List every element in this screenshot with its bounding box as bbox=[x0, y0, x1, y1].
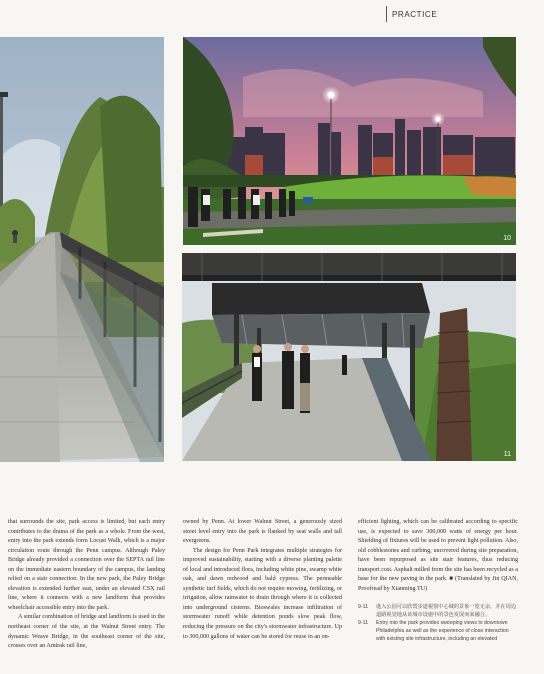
body-column-3 bbox=[358, 518, 518, 594]
caption-number: 9-11 bbox=[358, 604, 368, 610]
photo-walkway bbox=[0, 37, 164, 462]
paragraph: owned by Penn. At lower Walnut Street, a generously sized street level entry into the park is flanked by seat walls and tall evergreens. bbox=[183, 519, 342, 545]
photo-captions bbox=[358, 603, 518, 643]
photo-number: 11 bbox=[503, 451, 511, 458]
canopy-bridge-illustration bbox=[182, 253, 516, 461]
photo-sunset-field bbox=[183, 37, 516, 245]
caption-row-english bbox=[358, 619, 518, 643]
caption-row-chinese bbox=[358, 603, 518, 619]
paragraph: A similar combination of bridge and landform is used in the northeast corner of the site, at the Walnut Street entry. The dynamic Weave Bridge, in the southeast corner of the site, crosses over an Amtrak rail line, bbox=[8, 614, 165, 650]
sunset-field-illustration bbox=[183, 37, 516, 245]
caption-text: Entry into the park provides sweeping views to downtown Philadelphia as well as the experience of close interaction with existing site infrastructure, including an elevated bbox=[376, 620, 509, 642]
paragraph: The design for Penn Park integrates multiple strategies for improved sustainability, starting with a diverse planting palette of local and introduced flora, including white pine, swamp white oak, and dawn redwood and bald cypress. The permeable synthetic turf fields, which do not require mowing, fertilizing, or irrigation, allow rainwater to drain through where it is collected into underground cisterns. Bioswales increase infiltration of stormwater runoff while detention ponds slow peak flow, reducing the pressure on the city's stormwater infrastructure. Up to 300,000 gallons of water can be stored for reuse in an on- bbox=[183, 547, 342, 640]
walkway-illustration bbox=[0, 37, 164, 462]
caption-text: 進入公园可以欣賞步道視窗中心城的景象一览无余，并在周边道路视觉地从该城市设施中的景色发展而来融合。 bbox=[376, 604, 517, 618]
body-column-1 bbox=[8, 518, 165, 652]
body-column-2 bbox=[183, 518, 342, 642]
caption-number: 9-11 bbox=[358, 620, 368, 626]
section-label: PRACTICE bbox=[392, 10, 438, 19]
page-header bbox=[0, 0, 544, 30]
paragraph: efficient lighting, which can be calibrated according to specific use, is expected to save 300,000 watts of energy per hour. Shielding of fixtures will be used to prevent light pollution. Also, old cobblestones and curbing, uncovered during site preparation, have been repurposed as site stair features, thus reducing transport cost. Asphalt milled from the site has been recycled as a base for the new paving in the park. ■ (Translated by Jin QIAN, Proofread by Xianming TU) bbox=[358, 519, 518, 592]
photo-canopy-bridge bbox=[182, 253, 516, 461]
paragraph: that surrounds the site, park access is limited, but each entry contributes to the drama of the park as a whole. From the west, entry into the park extends form Locust Walk, which is a major circulation route through the Penn campus. Although Paley Bridge already provided a connection over the SEPTA rail line on the immediate eastern boundary of the campus, the landing relied on a stair connection. In the new park, the Paley Bridge elevation is extended further east, under an elevated CSX rail line, where it connects with a new landform that provides wheelchair accessible entry into the park. bbox=[8, 519, 165, 611]
header-rule bbox=[386, 6, 387, 22]
photo-number: 10 bbox=[503, 235, 511, 242]
